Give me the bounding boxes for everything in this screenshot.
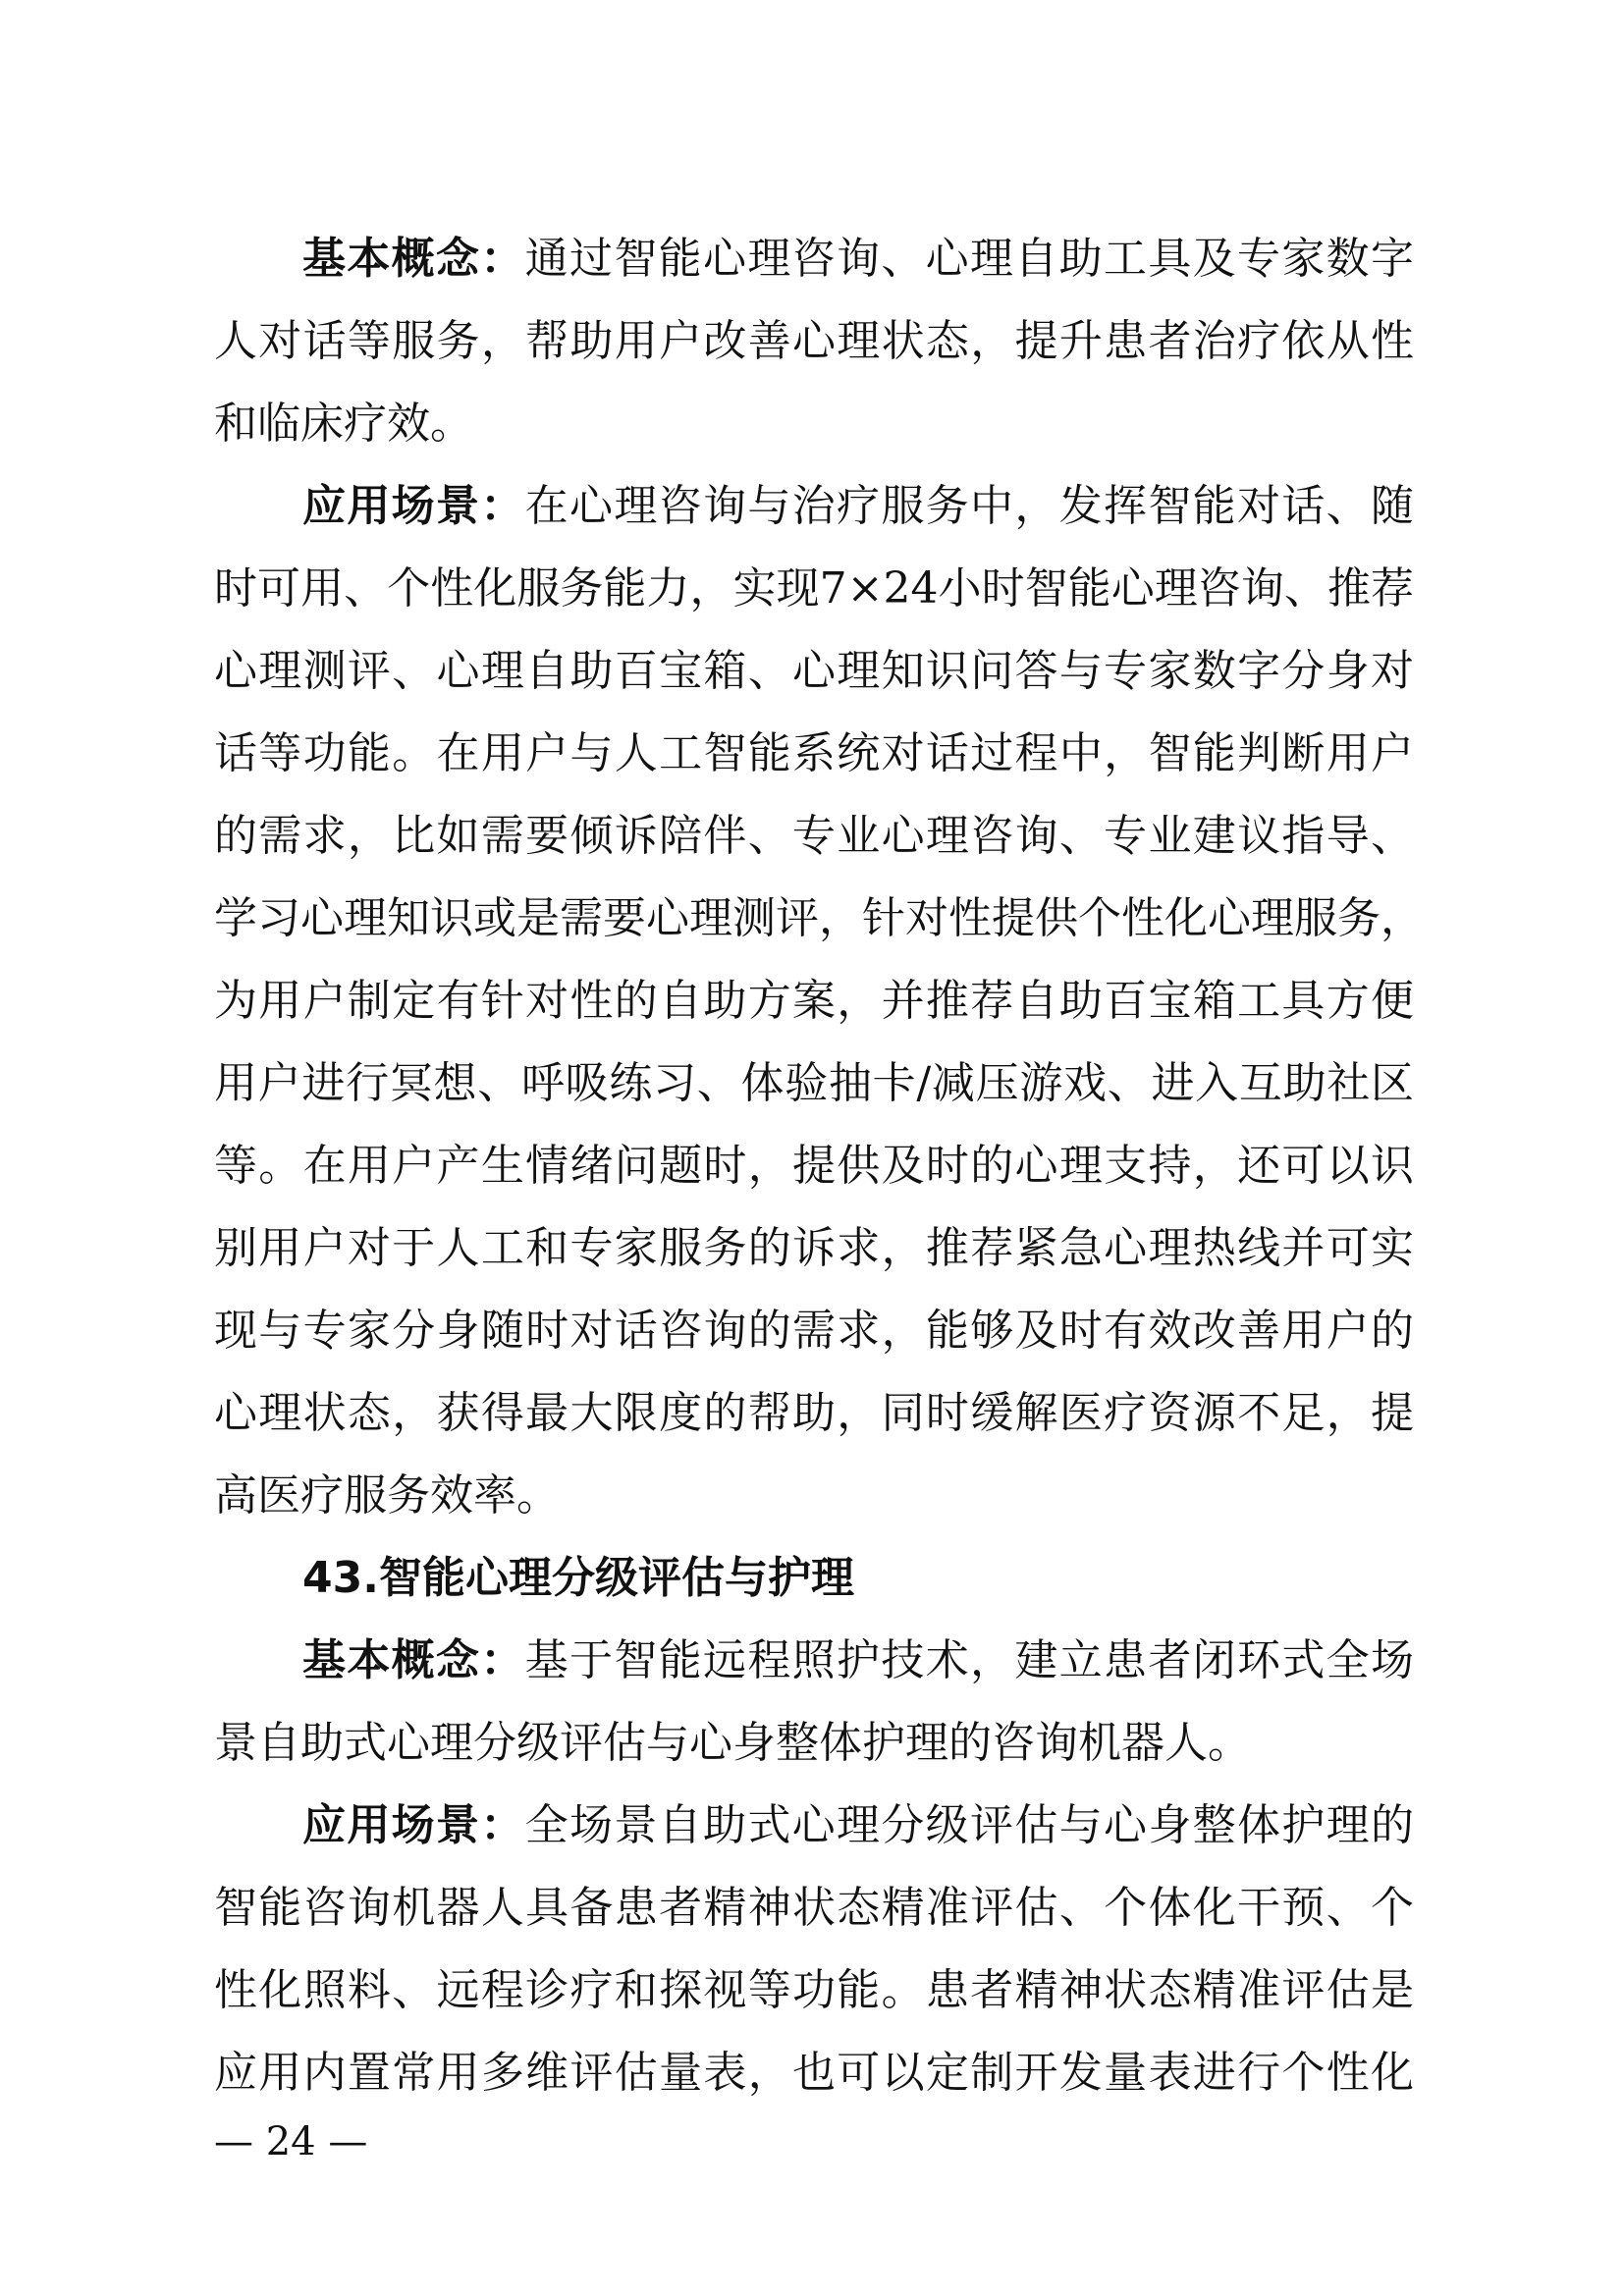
paragraph-line: 等。在用户产生情绪问题时，提供及时的心理支持，还可以识 [214,1141,1414,1191]
paragraph-line: 学习心理知识或是需要心理测评，针对性提供个性化心理服务， [214,893,1424,943]
paragraph-line: 话等功能。在用户与人工智能系统对话过程中，智能判断用户 [214,728,1414,778]
paragraph-line: 为用户制定有针对性的自助方案，并推荐自助百宝箱工具方便 [214,976,1414,1026]
paragraph-line: 和临床疗效。 [214,399,473,449]
paragraph-line [214,1620,1414,1702]
paragraph-line: 心理状态，获得最大限度的帮助，同时缓解医疗资源不足，提 [214,1388,1414,1438]
paragraph-lead: 基本概念： [302,234,525,284]
paragraph-text: 在心理咨询与治疗服务中，发挥智能对话、随 [524,481,1415,531]
section-heading: 43.智能心理分级评估与护理 [302,1553,854,1603]
paragraph-line: 心理测评、心理自助百宝箱、心理知识问答与专家数字分身对 [214,646,1414,696]
paragraph-line: 的需求，比如需要倾诉陪伴、专业心理咨询、专业建议指导、 [214,811,1414,861]
paragraph-line: 用户进行冥想、呼吸练习、体验抽卡/减压游戏、进入互助社区 [214,1058,1414,1108]
paragraph-text: 全场景自助式心理分级评估与心身整体护理的 [524,1800,1415,1850]
paragraph-line: 性化照料、远程诊疗和探视等功能。患者精神状态精准评估是 [214,1965,1414,2015]
paragraph-text: 通过智能心理咨询、心理自助工具及专家数字 [524,234,1415,284]
paragraph-line: 智能咨询机器人具备患者精神状态精准评估、个体化干预、个 [214,1883,1414,1933]
paragraph-lead: 应用场景： [302,481,525,531]
paragraph-lead: 应用场景： [302,1800,525,1850]
page-number: — 24 — [214,2119,368,2164]
paragraph-text: 基于智能远程照护技术，建立患者闭环式全场 [524,1635,1415,1685]
paragraph-line: 人对话等服务，帮助用户改善心理状态，提升患者治疗依从性 [214,316,1414,366]
paragraph-line: 高医疗服务效率。 [214,1470,560,1521]
paragraph-lead: 基本概念： [302,1635,525,1685]
paragraph-line [214,1785,1414,1867]
paragraph-line: 时可用、个性化服务能力，实现7×24小时智能心理咨询、推荐 [214,563,1414,614]
paragraph-line: 现与专家分身随时对话咨询的需求，能够及时有效改善用户的 [214,1306,1414,1356]
paragraph-line: 景自助式心理分级评估与心身整体护理的咨询机器人。 [214,1718,1251,1768]
document-body [214,218,1424,2114]
paragraph-line: 别用户对于人工和专家服务的诉求，推荐紧急心理热线并可实 [214,1223,1414,1273]
paragraph-line [214,218,1414,300]
paragraph-line: 应用内置常用多维评估量表，也可以定制开发量表进行个性化 [214,2048,1414,2098]
paragraph-line [214,465,1414,548]
